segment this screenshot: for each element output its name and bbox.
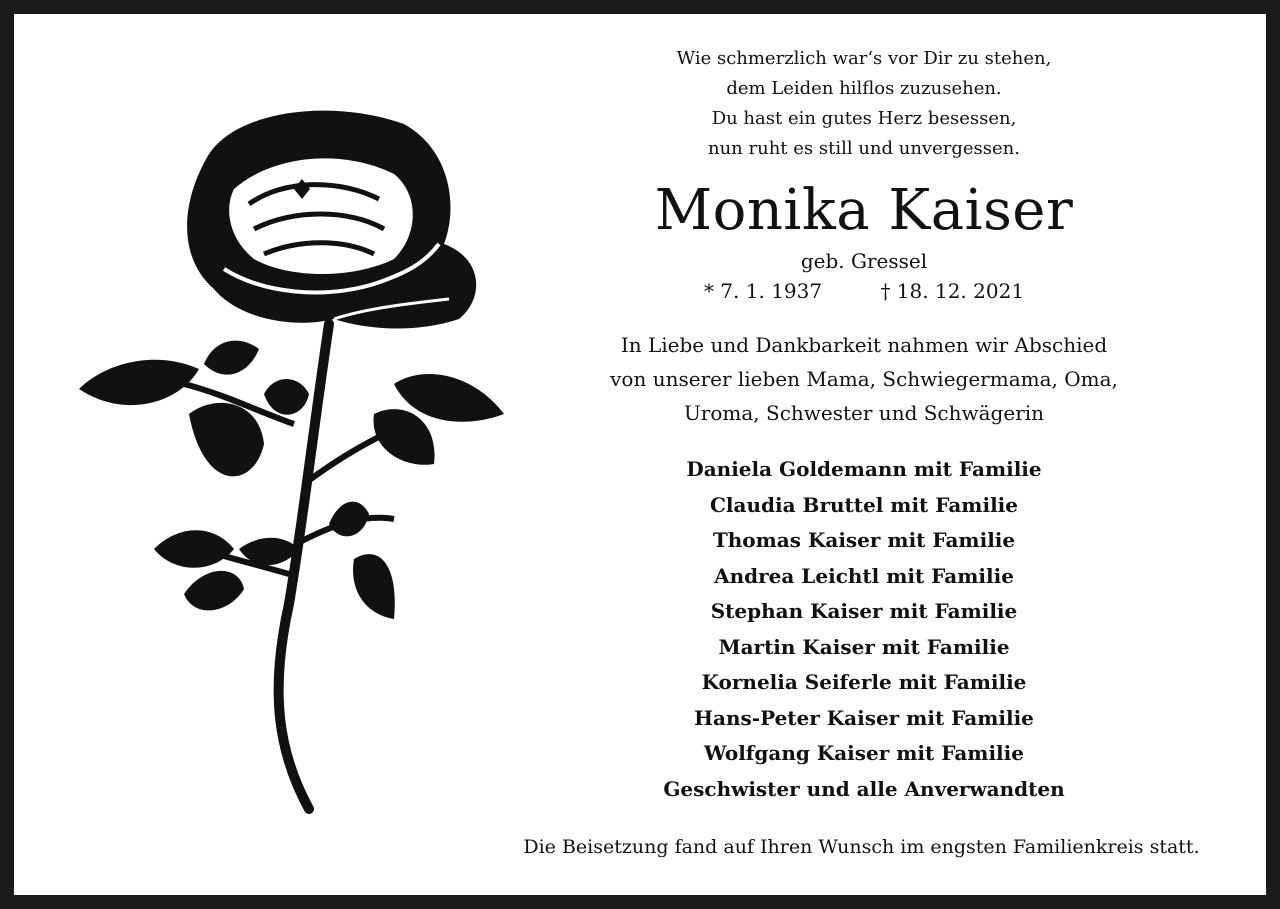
death-date: † 18. 12. 2021	[880, 279, 1025, 303]
poem-line: Wie schmerzlich war‘s vor Dir zu stehen,	[676, 48, 1052, 69]
burial-note: Die Beisetzung fand auf Ihren Wunsch im engsten Familienkreis statt.	[523, 836, 1200, 858]
obituary-card	[14, 14, 1266, 895]
mourner: Andrea Leichtl mit Familie	[714, 563, 1014, 588]
mourners-list	[454, 452, 1274, 807]
message-line: In Liebe und Dankbarkeit nahmen wir Abschied	[620, 333, 1108, 357]
poem-line: Du hast ein gutes Herz besessen,	[711, 108, 1017, 129]
mourner: Wolfgang Kaiser mit Familie	[704, 741, 1024, 765]
message-line: von unserer lieben Mama, Schwiegermama, Oma,	[610, 367, 1118, 391]
rose-illustration-icon	[64, 94, 514, 824]
mourner: Daniela Goldemann mit Familie	[686, 457, 1042, 481]
mourner: Kornelia Seiferle mit Familie	[701, 670, 1027, 694]
life-dates	[454, 276, 1274, 306]
mourner: Hans-Peter Kaiser mit Familie	[694, 705, 1034, 730]
obituary-text	[454, 44, 1274, 807]
maiden-name: geb. Gressel	[800, 249, 928, 273]
mourner: Martin Kaiser mit Familie	[718, 634, 1010, 659]
mourner: Thomas Kaiser mit Familie	[712, 528, 1016, 552]
poem-line: dem Leiden hilflos zuzusehen.	[726, 78, 1002, 99]
mourner: Stephan Kaiser mit Familie	[710, 599, 1018, 623]
farewell-message	[454, 328, 1274, 430]
deceased-name: Monika Kaiser	[654, 178, 1074, 243]
mourner: Claudia Bruttel mit Familie	[710, 492, 1018, 517]
birth-date: * 7. 1. 1937	[703, 279, 823, 303]
message-line: Uroma, Schwester und Schwägerin	[683, 401, 1045, 425]
mourner: Geschwister und alle Anverwandten	[663, 776, 1065, 801]
poem-line: nun ruht es still und unvergessen.	[708, 138, 1020, 159]
poem	[454, 44, 1274, 164]
